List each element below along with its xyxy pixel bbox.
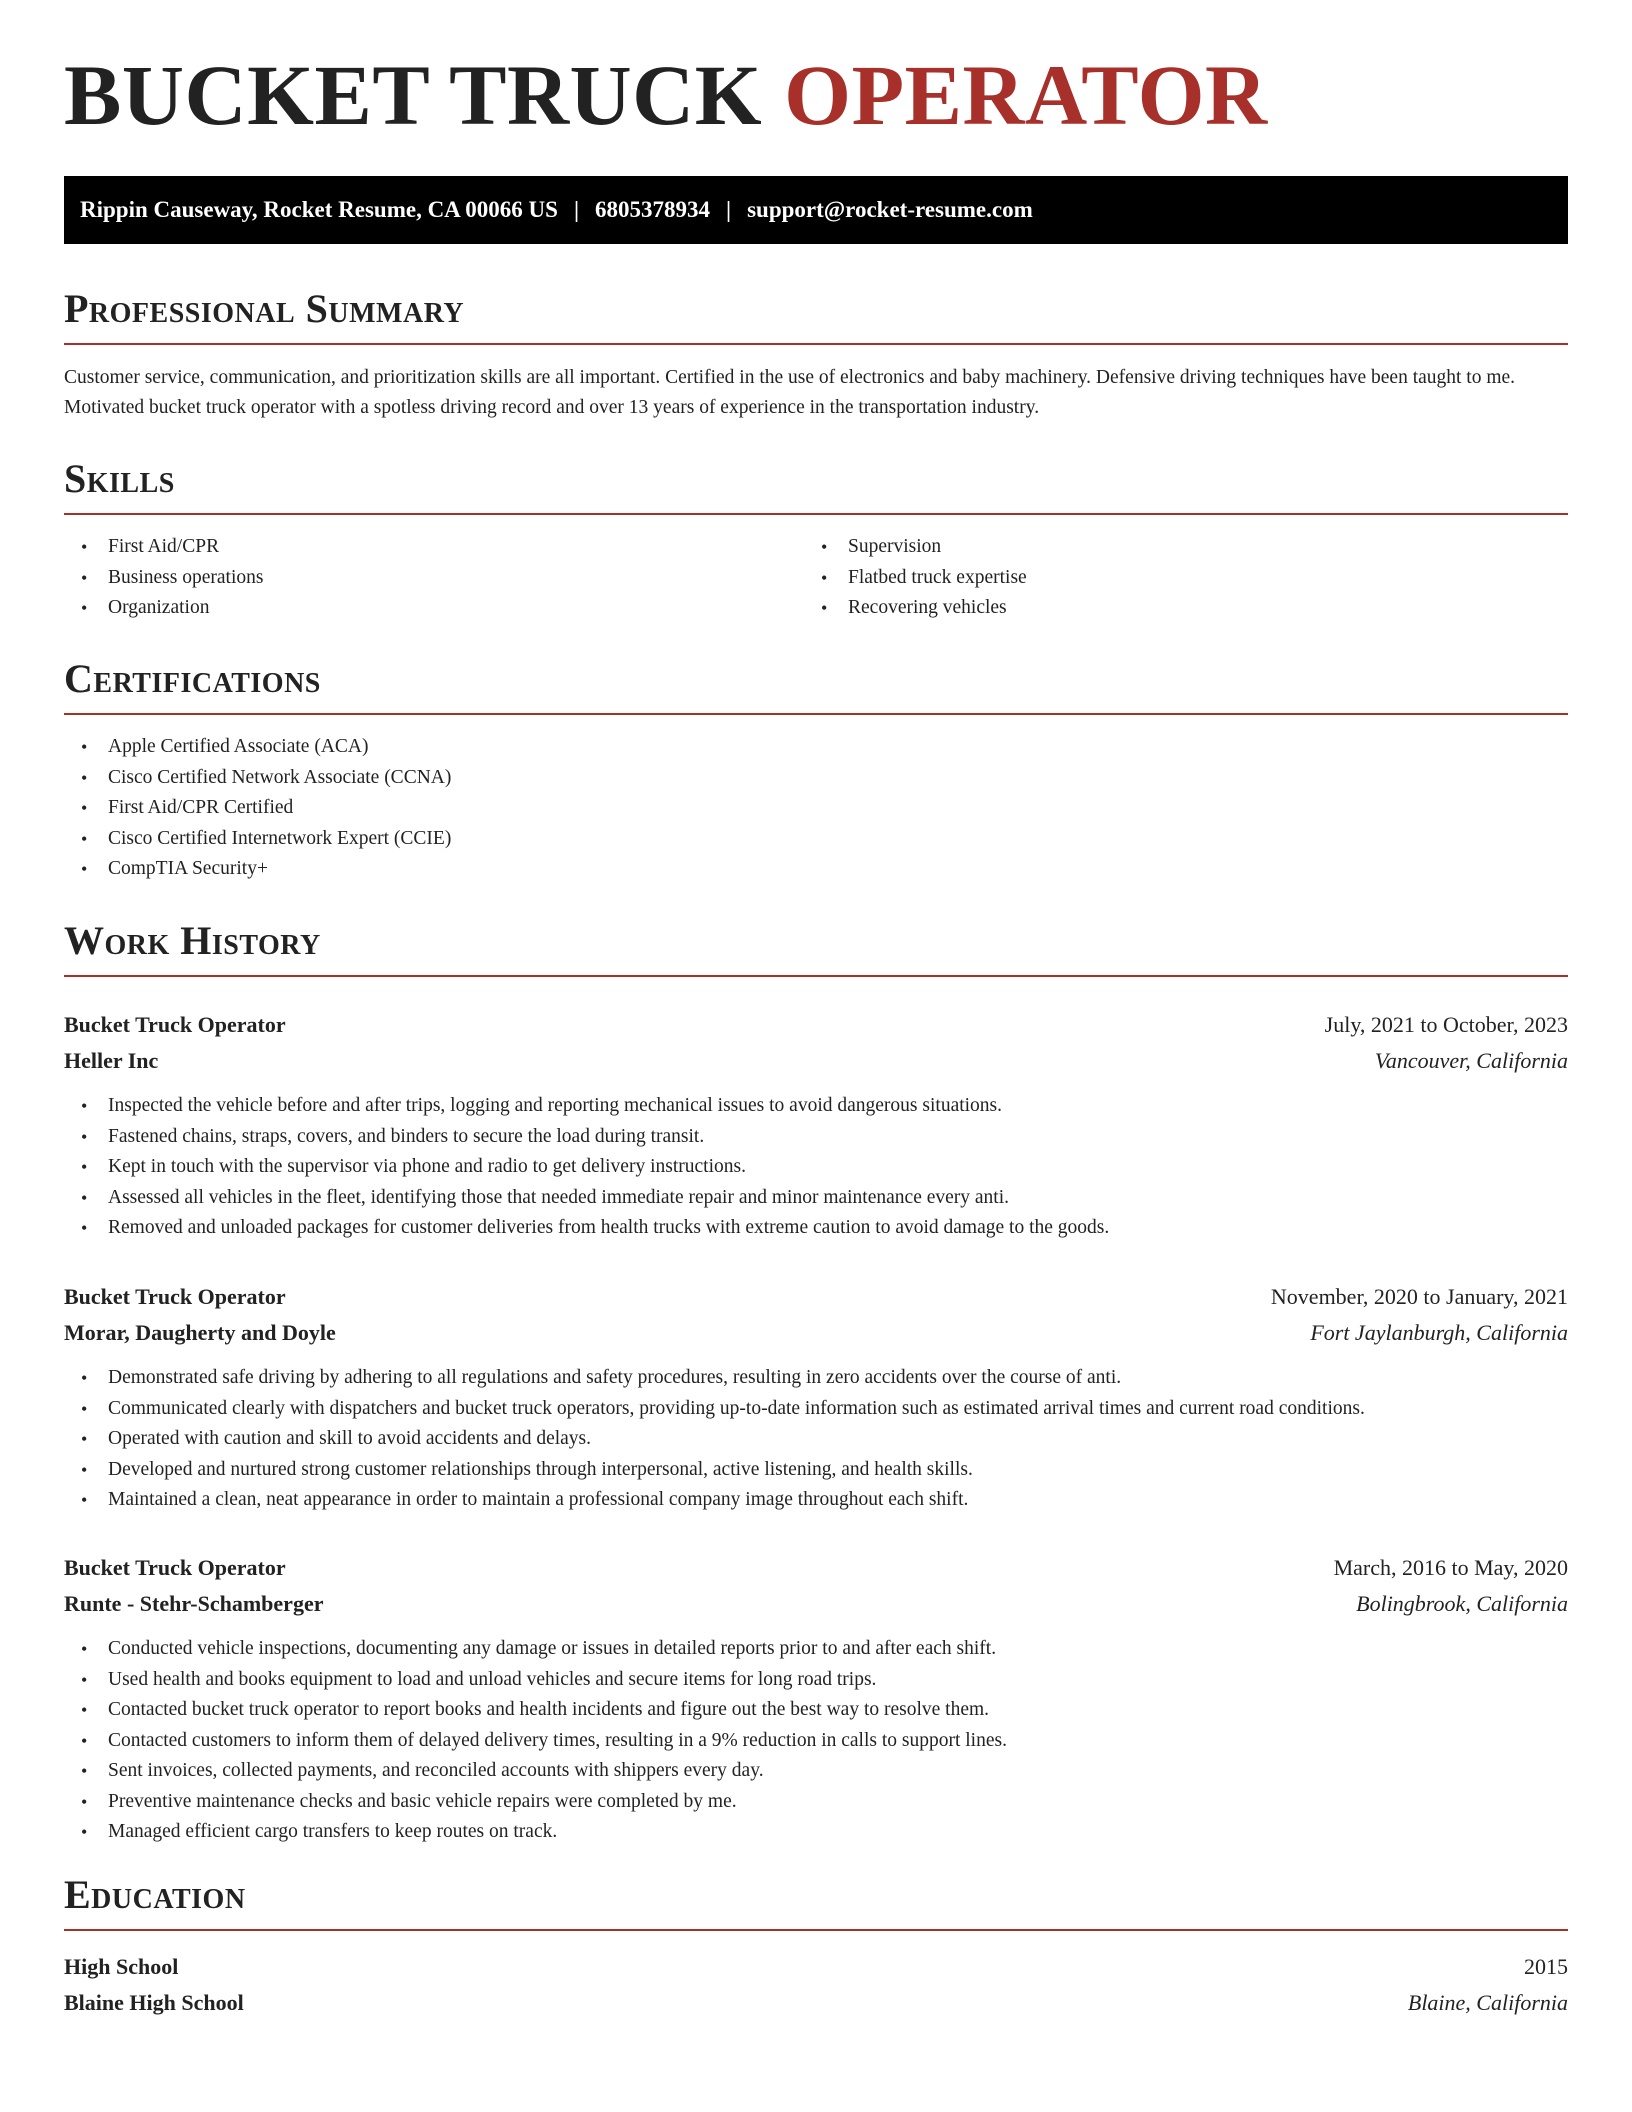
job-title: Bucket Truck Operator xyxy=(64,1284,286,1309)
job-duty: • Operated with caution and skill to avoid accidents and delays. xyxy=(64,1424,1568,1455)
education-year: 2015 xyxy=(1524,1954,1568,1979)
section-heading: Skills xyxy=(64,459,1568,515)
job-duty: • Contacted bucket truck operator to report books and health incidents and figure out the best way to resolve them. xyxy=(64,1695,1568,1726)
summary-section xyxy=(64,286,1568,423)
job-header-row xyxy=(64,1279,1568,1315)
job-dates: July, 2021 to October, 2023 xyxy=(1324,1012,1568,1037)
job-duty: • Conducted vehicle inspections, documenting any damage or issues in detailed reports prior to and after each shift. xyxy=(64,1634,1568,1665)
certification-item: • Apple Certified Associate (ACA) xyxy=(64,732,1568,763)
skill-item: • First Aid/CPR xyxy=(64,532,804,563)
skills-grid xyxy=(64,532,1568,624)
certification-item: • Cisco Certified Internetwork Expert (CCIE) xyxy=(64,824,1568,855)
job-duties-list xyxy=(64,1091,1568,1244)
job-duty: • Demonstrated safe driving by adhering to all regulations and safety procedures, resulting in zero accidents over the course of anti. xyxy=(64,1363,1568,1394)
job-duty: • Preventive maintenance checks and basic vehicle repairs were completed by me. xyxy=(64,1787,1568,1818)
job-duty: • Fastened chains, straps, covers, and binders to secure the load during transit. xyxy=(64,1122,1568,1153)
job-entry xyxy=(64,1550,1568,1848)
job-duties-list xyxy=(64,1363,1568,1516)
job-entry xyxy=(64,1279,1568,1516)
education-school-row xyxy=(64,1985,1568,2021)
certifications-list xyxy=(64,732,1568,885)
job-company: Runte - Stehr-Schamberger xyxy=(64,1591,324,1616)
job-dates: November, 2020 to January, 2021 xyxy=(1270,1284,1568,1309)
job-entry xyxy=(64,1007,1568,1244)
contact-address: Rippin Causeway, Rocket Resume, CA 00066 US xyxy=(80,197,558,222)
job-company: Heller Inc xyxy=(64,1048,159,1073)
job-duty: • Removed and unloaded packages for customer deliveries from health trucks with extreme caution to avoid damage to the goods. xyxy=(64,1213,1568,1244)
skills-section xyxy=(64,456,1568,624)
job-company-row xyxy=(64,1043,1568,1079)
job-duty: • Inspected the vehicle before and after trips, logging and reporting mechanical issues to avoid dangerous situations. xyxy=(64,1091,1568,1122)
skill-item: • Business operations xyxy=(64,563,804,594)
job-header-row xyxy=(64,1550,1568,1586)
contact-phone: 6805378934 xyxy=(595,197,711,222)
job-company-row xyxy=(64,1315,1568,1351)
job-header-row xyxy=(64,1007,1568,1043)
education-entry xyxy=(64,1949,1568,2021)
summary-text: Customer service, communication, and prioritization skills are all important. Certified in the use of electronics and baby machinery. Defensive driving techniques have been taught to me. Motivated bucket truck operator with a spotless driving record and over 13 years of experience in the transportation industry. xyxy=(64,367,1516,418)
section-heading: Professional Summary xyxy=(64,289,1568,345)
job-duty: • Kept in touch with the supervisor via phone and radio to get delivery instructions. xyxy=(64,1152,1568,1183)
skill-item: • Supervision xyxy=(804,532,1544,563)
work-history-section xyxy=(64,918,1568,977)
skill-item: • Organization xyxy=(64,593,804,624)
education-degree: High School xyxy=(64,1954,179,1979)
contact-email: support@rocket-resume.com xyxy=(747,197,1033,222)
job-duty: • Contacted customers to inform them of delayed delivery times, resulting in a 9% reduction in calls to support lines. xyxy=(64,1726,1568,1757)
section-heading: Work History xyxy=(64,921,1568,977)
certification-item: • Cisco Certified Network Associate (CCNA) xyxy=(64,763,1568,794)
section-heading: Education xyxy=(64,1875,1568,1931)
job-title: Bucket Truck Operator xyxy=(64,1012,286,1037)
certifications-section xyxy=(64,656,1568,885)
title-part-2: OPERATOR xyxy=(784,47,1268,143)
job-company: Morar, Daugherty and Doyle xyxy=(64,1320,336,1345)
resume-title xyxy=(64,47,1268,143)
job-company-row xyxy=(64,1586,1568,1622)
job-location: Fort Jaylanburgh, California xyxy=(1310,1320,1568,1345)
job-title: Bucket Truck Operator xyxy=(64,1555,286,1580)
skill-item: • Flatbed truck expertise xyxy=(804,563,1544,594)
job-duty: • Communicated clearly with dispatchers and bucket truck operators, providing up-to-date information such as estimated arrival times and current road conditions. xyxy=(64,1394,1568,1425)
skills-list-left xyxy=(64,532,804,624)
job-duty: • Used health and books equipment to load and unload vehicles and secure items for long road trips. xyxy=(64,1665,1568,1696)
section-heading: Certifications xyxy=(64,659,1568,715)
contact-separator: | xyxy=(573,197,580,222)
job-duties-list xyxy=(64,1634,1568,1848)
job-duty: • Sent invoices, collected payments, and reconciled accounts with shippers every day. xyxy=(64,1756,1568,1787)
education-header-row xyxy=(64,1949,1568,1985)
education-location: Blaine, California xyxy=(1407,1990,1568,2015)
job-dates: March, 2016 to May, 2020 xyxy=(1333,1555,1568,1580)
job-duty: • Developed and nurtured strong customer relationships through interpersonal, active listening, and health skills. xyxy=(64,1455,1568,1486)
contact-bar xyxy=(64,176,1568,244)
title-part-1: BUCKET TRUCK xyxy=(64,47,763,143)
job-location: Bolingbrook, California xyxy=(1356,1591,1568,1616)
certification-item: • First Aid/CPR Certified xyxy=(64,793,1568,824)
certification-item: • CompTIA Security+ xyxy=(64,854,1568,885)
education-section xyxy=(64,1872,1568,1931)
job-duty: • Assessed all vehicles in the fleet, identifying those that needed immediate repair and minor maintenance every anti. xyxy=(64,1183,1568,1214)
skills-list-right xyxy=(804,532,1544,624)
skill-item: • Recovering vehicles xyxy=(804,593,1544,624)
education-school: Blaine High School xyxy=(64,1990,244,2015)
contact-separator: | xyxy=(726,197,732,222)
job-duty: • Managed efficient cargo transfers to keep routes on track. xyxy=(64,1817,1568,1848)
job-location: Vancouver, California xyxy=(1374,1048,1568,1073)
job-duty: • Maintained a clean, neat appearance in order to maintain a professional company image throughout each shift. xyxy=(64,1485,1568,1516)
